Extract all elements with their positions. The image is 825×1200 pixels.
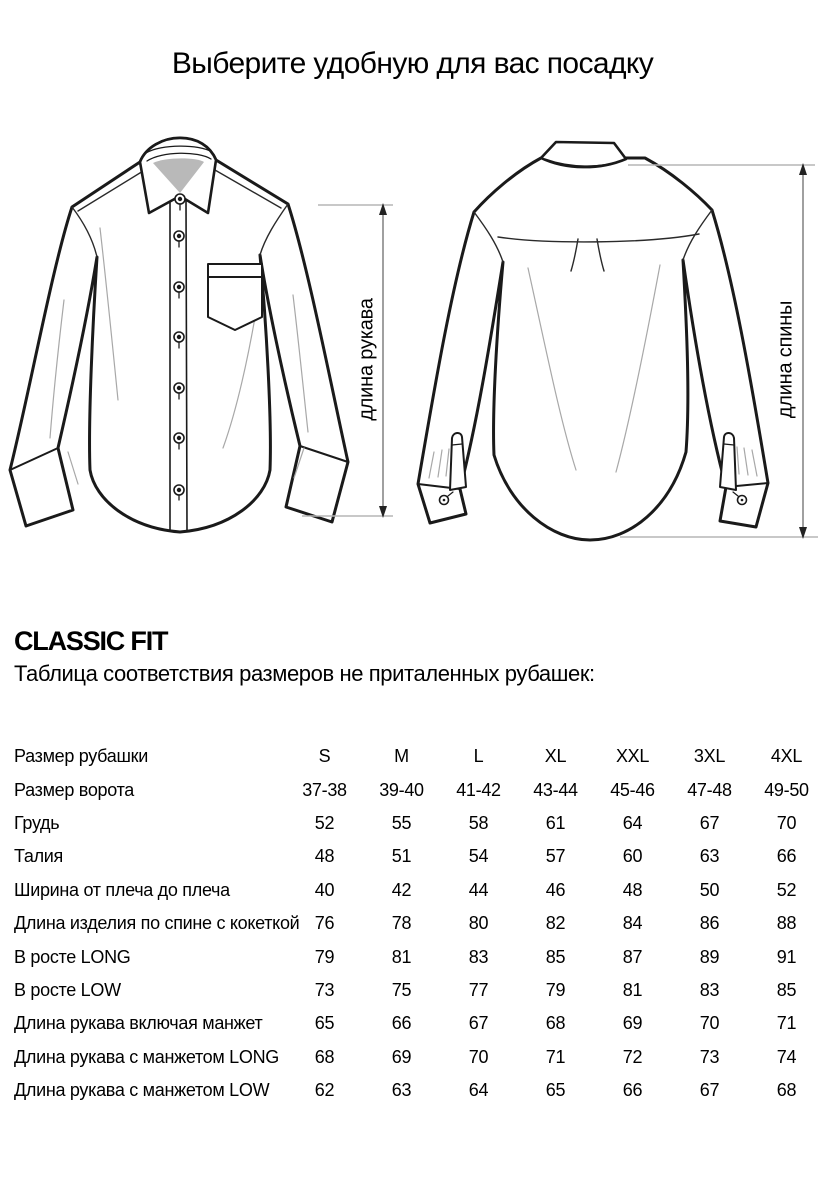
table-row xyxy=(14,1041,825,1074)
value-cell: 89 xyxy=(699,946,720,967)
value-cell: 60 xyxy=(622,846,643,867)
page-title: Выберите удобную для вас посадку xyxy=(171,47,654,80)
value-cell: 85 xyxy=(776,979,797,1000)
value-cell: 48 xyxy=(622,879,643,900)
value-cell: S xyxy=(318,746,331,767)
table-row xyxy=(14,1074,825,1107)
value-cell: 40 xyxy=(314,879,335,900)
value-cell: 61 xyxy=(545,812,566,833)
back-shirt-body xyxy=(418,158,768,540)
table-row xyxy=(14,874,825,907)
value-cell: 64 xyxy=(622,812,643,833)
value-cell: 45-46 xyxy=(610,779,655,800)
value-cell: 79 xyxy=(314,946,335,967)
value-cell: 3XL xyxy=(693,746,726,767)
value-cell: 75 xyxy=(391,979,412,1000)
value-cell: 52 xyxy=(776,879,797,900)
value-cell: 62 xyxy=(314,1080,335,1101)
value-cell: 42 xyxy=(391,879,412,900)
value-cell: 68 xyxy=(545,1013,566,1034)
value-cell: 85 xyxy=(545,946,566,967)
section-subtitle: Таблица соответствия размеров не приталенных рубашек: xyxy=(14,661,595,686)
value-cell: 71 xyxy=(776,1013,797,1034)
value-cell: 81 xyxy=(391,946,412,967)
value-cell: 70 xyxy=(468,1046,489,1067)
value-cell: 67 xyxy=(468,1013,489,1034)
shirt-diagrams xyxy=(0,120,825,600)
value-cell: 69 xyxy=(391,1046,412,1067)
value-cell: 64 xyxy=(468,1080,489,1101)
value-cell: 65 xyxy=(314,1013,335,1034)
back-length-label: длина спины xyxy=(774,300,797,419)
row-label: Грудь xyxy=(14,812,60,833)
value-cell: 83 xyxy=(699,979,720,1000)
value-cell: 73 xyxy=(314,979,335,1000)
table-row xyxy=(14,974,825,1007)
value-cell: 80 xyxy=(468,913,489,934)
value-cell: 68 xyxy=(776,1080,797,1101)
value-cell: M xyxy=(394,746,409,767)
value-cell: 58 xyxy=(468,812,489,833)
value-cell: 51 xyxy=(391,846,412,867)
value-cell: 74 xyxy=(776,1046,797,1067)
value-cell: 63 xyxy=(699,846,720,867)
value-cell: 68 xyxy=(314,1046,335,1067)
table-row xyxy=(14,907,825,940)
size-table-body xyxy=(14,740,825,1107)
value-cell: 76 xyxy=(314,913,335,934)
table-header-row xyxy=(14,740,825,773)
value-cell: 57 xyxy=(545,846,566,867)
value-cell: 67 xyxy=(699,812,720,833)
row-label: Ширина от плеча до плеча xyxy=(14,879,230,900)
value-cell: XXL xyxy=(615,746,650,767)
table-row xyxy=(14,940,825,973)
chest-pocket xyxy=(208,264,262,330)
value-cell: 47-48 xyxy=(687,779,732,800)
value-cell: 4XL xyxy=(770,746,803,767)
value-cell: 49-50 xyxy=(764,779,809,800)
row-label: Размер рубашки xyxy=(14,746,148,767)
value-cell: 66 xyxy=(776,846,797,867)
sleeve-length-label: длина рукава xyxy=(355,298,378,421)
value-cell: 70 xyxy=(776,812,797,833)
section-heading: CLASSIC FIT xyxy=(14,626,168,656)
value-cell: 67 xyxy=(699,1080,720,1101)
table-row xyxy=(14,840,825,873)
value-cell: 81 xyxy=(622,979,643,1000)
value-cell: 78 xyxy=(391,913,412,934)
row-label: Длина рукава включая манжет xyxy=(14,1013,263,1034)
size-table xyxy=(14,740,825,1107)
value-cell: L xyxy=(473,746,484,767)
value-cell: 88 xyxy=(776,913,797,934)
value-cell: 87 xyxy=(622,946,643,967)
value-cell: XL xyxy=(544,746,567,767)
value-cell: 43-44 xyxy=(533,779,578,800)
value-cell: 79 xyxy=(545,979,566,1000)
value-cell: 82 xyxy=(545,913,566,934)
value-cell: 63 xyxy=(391,1080,412,1101)
value-cell: 54 xyxy=(468,846,489,867)
shirt-front-drawing xyxy=(10,138,348,532)
row-label: Длина рукава с манжетом LONG xyxy=(14,1046,279,1067)
row-label: Размер ворота xyxy=(14,779,135,800)
value-cell: 41-42 xyxy=(456,779,501,800)
value-cell: 71 xyxy=(545,1046,566,1067)
value-cell: 84 xyxy=(622,913,643,934)
row-label: В росте LONG xyxy=(14,946,131,967)
value-cell: 77 xyxy=(468,979,489,1000)
value-cell: 39-40 xyxy=(379,779,424,800)
value-cell: 48 xyxy=(314,846,335,867)
value-cell: 70 xyxy=(699,1013,720,1034)
value-cell: 55 xyxy=(391,812,412,833)
row-label: Длина рукава с манжетом LOW xyxy=(14,1080,270,1101)
value-cell: 37-38 xyxy=(302,779,347,800)
placket-right-line xyxy=(186,200,187,531)
front-fold-line xyxy=(68,452,78,484)
table-row xyxy=(14,773,825,806)
row-label: В росте LOW xyxy=(14,979,121,1000)
shirt-back-drawing xyxy=(418,142,768,540)
value-cell: 69 xyxy=(622,1013,643,1034)
value-cell: 86 xyxy=(699,913,720,934)
value-cell: 72 xyxy=(622,1046,643,1067)
value-cell: 44 xyxy=(468,879,489,900)
value-cell: 73 xyxy=(699,1046,720,1067)
value-cell: 65 xyxy=(545,1080,566,1101)
row-label: Длина изделия по спине с кокеткой xyxy=(14,913,300,934)
value-cell: 52 xyxy=(314,812,335,833)
table-row xyxy=(14,807,825,840)
value-cell: 50 xyxy=(699,879,720,900)
value-cell: 83 xyxy=(468,946,489,967)
value-cell: 91 xyxy=(776,946,797,967)
table-row xyxy=(14,1007,825,1040)
row-label: Талия xyxy=(14,846,64,867)
value-cell: 46 xyxy=(545,879,566,900)
value-cell: 66 xyxy=(391,1013,412,1034)
value-cell: 66 xyxy=(622,1080,643,1101)
